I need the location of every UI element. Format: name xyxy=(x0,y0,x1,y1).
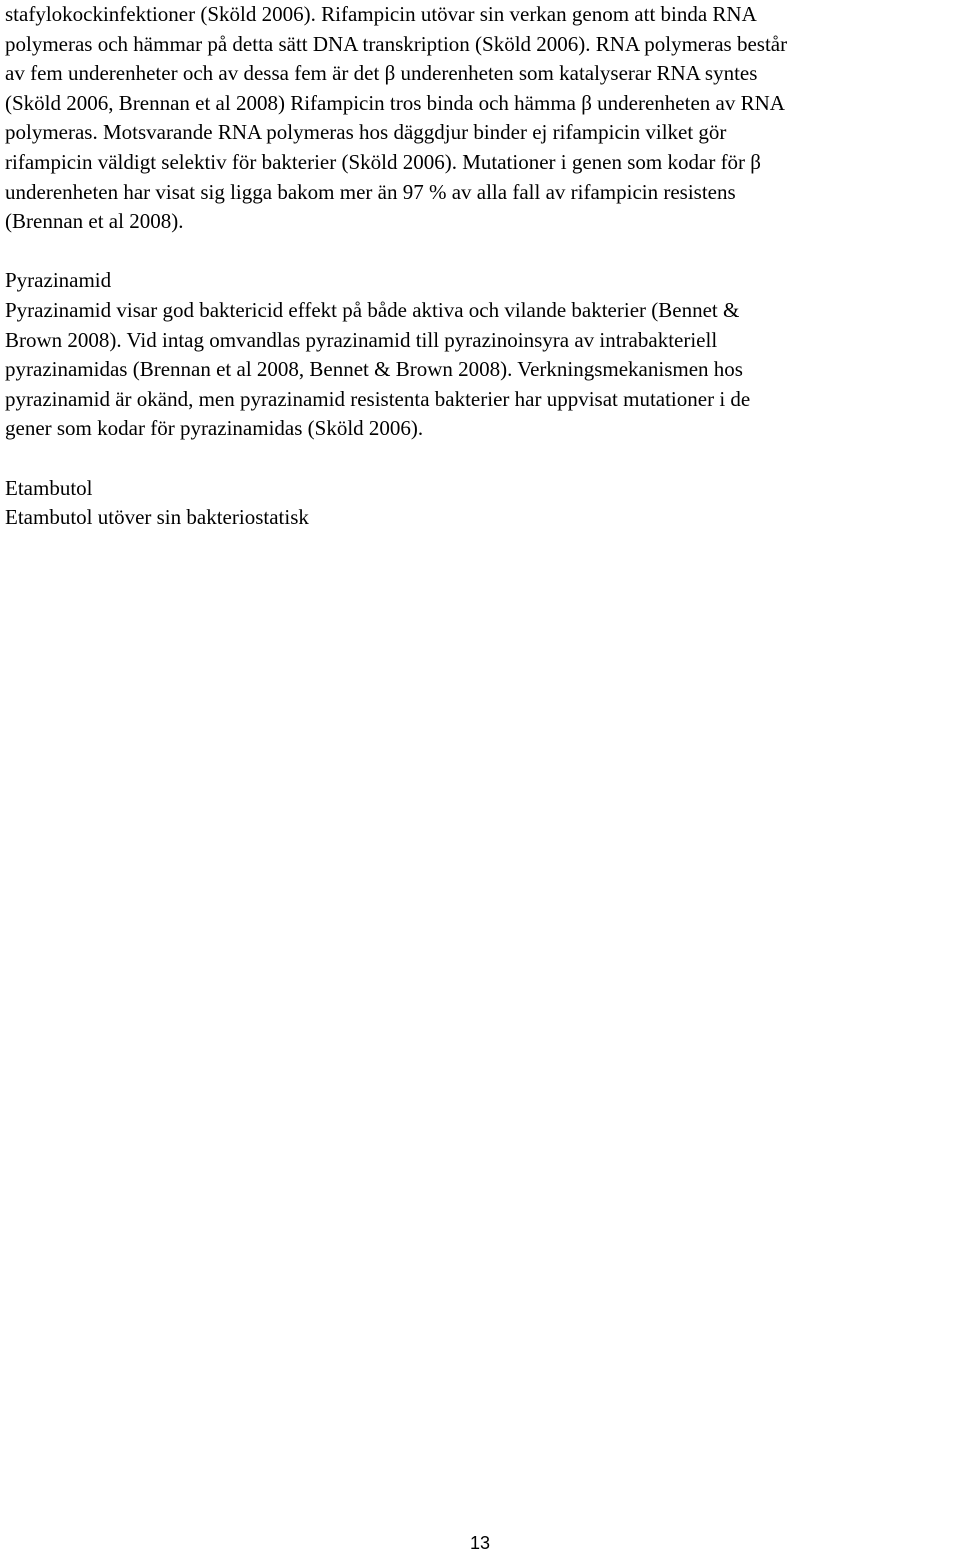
paragraph-line: Etambutol utöver sin bakteriostatisk xyxy=(5,505,309,530)
paragraph-spacing xyxy=(5,237,955,267)
paragraph-line: polymeras och hämmar på detta sätt DNA transkription (Sköld 2006). RNA polymeras består xyxy=(5,31,788,56)
document-page xyxy=(5,0,955,533)
paragraph-rifampicin xyxy=(5,0,955,237)
paragraph-pyrazinamid xyxy=(5,296,955,444)
paragraph-line: (Sköld 2006, Brennan et al 2008) Rifampicin tros binda och hämma β underenheten av RNA xyxy=(5,90,785,115)
page-number: 13 xyxy=(469,1533,491,1553)
paragraph-line: Brown 2008). Vid intag omvandlas pyrazinamid till pyrazinoinsyra av intrabakteriell xyxy=(5,327,718,352)
section-heading-etambutol: Etambutol xyxy=(5,475,93,500)
paragraph-line: polymeras. Motsvarande RNA polymeras hos däggdjur binder ej rifampicin vilket gör xyxy=(5,120,727,145)
paragraph-line: av fem underenheter och av dessa fem är det β underenheten som katalyserar RNA syntes xyxy=(5,61,758,86)
paragraph-line: gener som kodar för pyrazinamidas (Sköld 2006). xyxy=(5,416,424,441)
paragraph-etambutol xyxy=(5,503,955,533)
paragraph-spacing xyxy=(5,444,955,474)
paragraph-line: stafylokockinfektioner (Sköld 2006). Rifampicin utövar sin verkan genom att binda RNA xyxy=(5,2,757,26)
paragraph-line: pyrazinamid är okänd, men pyrazinamid resistenta bakterier har uppvisat mutationer i de xyxy=(5,386,751,411)
paragraph-line: pyrazinamidas (Brennan et al 2008, Bennet & Brown 2008). Verkningsmekanismen hos xyxy=(5,357,743,382)
paragraph-line: (Brennan et al 2008). xyxy=(5,209,184,234)
paragraph-line: Pyrazinamid visar god baktericid effekt på både aktiva och vilande bakterier (Bennet & xyxy=(5,297,740,322)
section-heading-pyrazinamid: Pyrazinamid xyxy=(5,268,112,293)
paragraph-line: rifampicin väldigt selektiv för bakterier (Sköld 2006). Mutationer i genen som kodar för β xyxy=(5,149,761,174)
paragraph-line: underenheten har visat sig ligga bakom mer än 97 % av alla fall av rifampicin resistens xyxy=(5,179,736,204)
